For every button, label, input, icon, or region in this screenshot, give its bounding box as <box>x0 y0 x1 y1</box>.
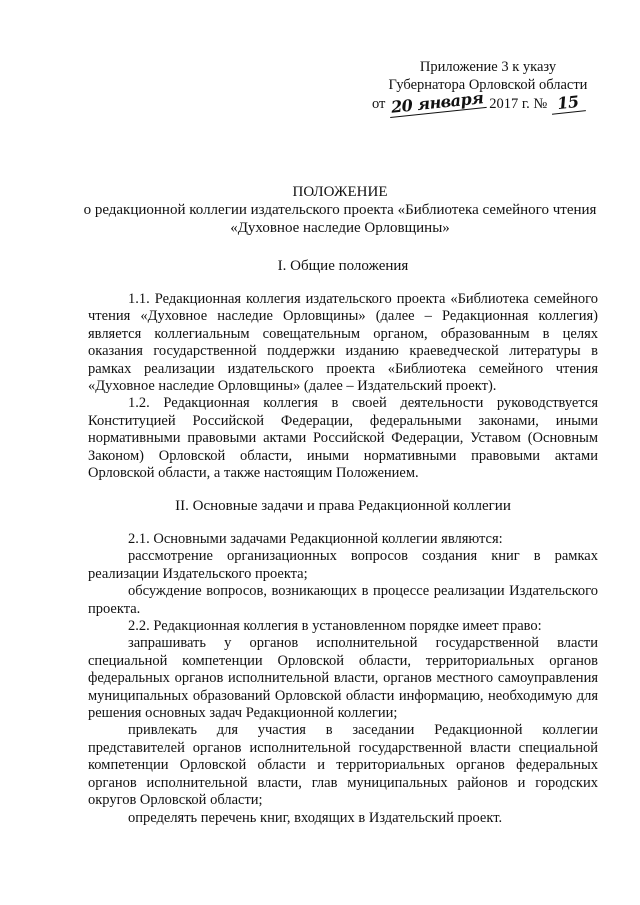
date-suffix: 2017 г. № <box>489 96 548 112</box>
paragraph-1-1: 1.1. Редакционная коллегия издательского проекта «Библиотека семейного чтения «Духовное наследие Орловщины» (далее – Редакционная коллегия) является коллегиальным совещательным органом, образованным в целях оказания государственной поддержки изданию краеведческой литературы в рамках реализации издательского проекта «Библиотека семейного чтения «Духовное наследие Орловщины» (далее – Издательский проект). <box>88 291 598 395</box>
title-line-2: «Духовное наследие Орловщины» <box>230 220 450 236</box>
appendix-line-1: Приложение 3 к указу <box>419 59 557 75</box>
document-title <box>80 183 600 237</box>
section-1-heading: I. Общие положения <box>277 258 409 274</box>
handwritten-number: 15 <box>550 92 586 114</box>
section-1-body <box>88 291 598 482</box>
paragraph-1-2: 1.2. Редакционная коллегия в своей деятельности руководствуется Конституцией Российской Федерации, федеральными законами, иными нормативными правовыми актами Российской Федерации, Уставом (Основным Законом) Орловской области, иными нормативными правовыми актами Орловской области, а также настоящим Положением. <box>88 395 598 482</box>
section-2-body <box>88 531 598 827</box>
section-2-heading: II. Основные задачи и права Редакционной коллегии <box>175 498 511 514</box>
paragraph-2-2: 2.2. Редакционная коллегия в установленном порядке имеет право: <box>128 618 542 635</box>
appendix-line-2: Губернатора Орловской области <box>388 77 588 93</box>
appendix-header <box>372 58 604 117</box>
paragraph-2-1-item-2: обсуждение вопросов, возникающих в процессе реализации Издательского проекта. <box>88 583 598 617</box>
title-heading: ПОЛОЖЕНИЕ <box>292 184 388 200</box>
date-prefix: от <box>372 96 386 112</box>
paragraph-2-1-item-1: рассмотрение организационных вопросов создания книг в рамках реализации Издательского проекта; <box>88 548 598 582</box>
paragraph-2-2-item-3: определять перечень книг, входящих в Издательский проект. <box>128 809 503 826</box>
paragraph-2-2-item-1: запрашивать у органов исполнительной государственной власти специальной компетенции Орловской области, территориальных органов федеральных органов исполнительной власти, органов местного самоуправления муниципальных образований Орловской области информацию, необходимую для решения основных задач Редакционной коллегии; <box>88 635 598 722</box>
handwritten-date: 20 января <box>388 89 486 118</box>
appendix-dateline <box>372 88 604 117</box>
title-line-1: о редакционной коллегии издательского проекта «Библиотека семейного чтения <box>83 202 597 218</box>
paragraph-2-1: 2.1. Основными задачами Редакционной коллегии являются: <box>128 531 503 547</box>
paragraph-2-2-item-2: привлекать для участия в заседании Редакционной коллегии представителей органов исполнительной государственной власти специальной компетенции Орловской области и территориальных органов федеральных органов исполнительной власти, глав муниципальных районов и городских округов Орловской области; <box>88 722 598 809</box>
